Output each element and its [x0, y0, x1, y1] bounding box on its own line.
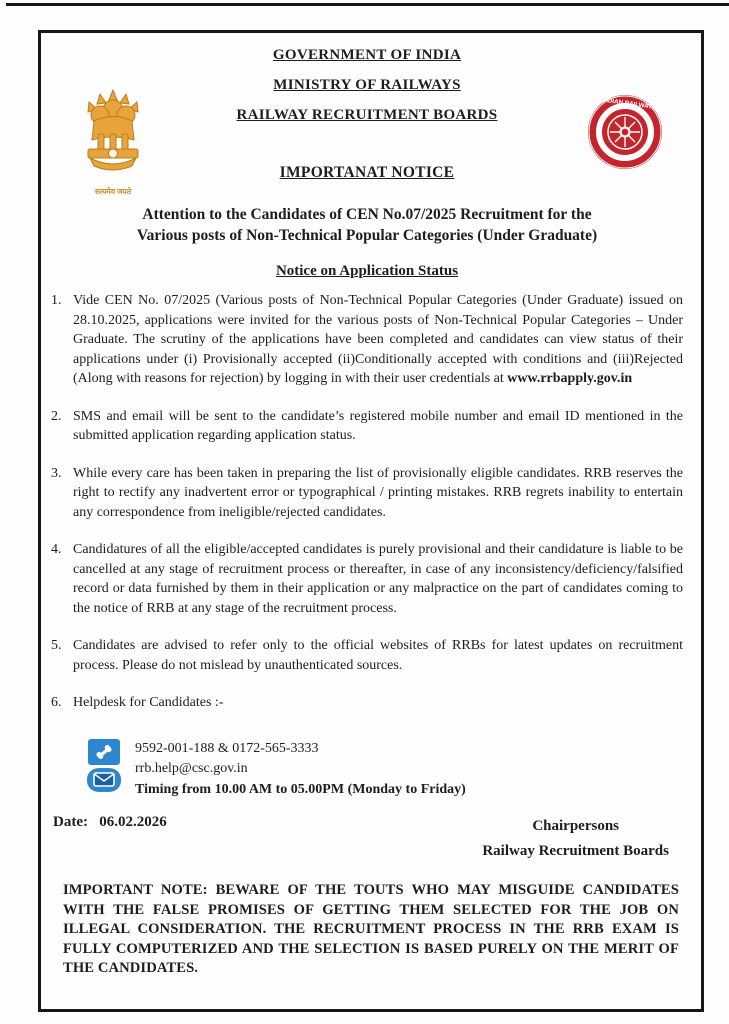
helpdesk-contact-block [87, 739, 683, 801]
signature-block [482, 814, 683, 864]
helpdesk-phone-numbers: 9592-001-188 & 0172-565-3333 [135, 740, 319, 756]
item-number: 3. [51, 465, 62, 481]
attention-heading [51, 204, 683, 246]
apply-website-url: www.rrbapply.gov.in [507, 371, 633, 386]
signature-organization: Railway Recruitment Boards [482, 843, 669, 859]
list-item [51, 291, 683, 389]
date-line [51, 814, 167, 864]
svg-text:INDIAN RAILWAYS: INDIAN RAILWAYS [601, 96, 657, 112]
signature-title: Chairpersons [532, 818, 620, 834]
item-number: 1. [51, 293, 62, 308]
indian-railways-logo-graphic [586, 93, 664, 171]
list-item [51, 540, 683, 618]
helpdesk-icons [87, 739, 121, 792]
list-item [51, 636, 683, 675]
helpdesk-details [135, 739, 466, 801]
phone-icon [88, 739, 120, 765]
attention-heading-line2: Various posts of Non-Technical Popular Categories (Under Graduate) [136, 227, 598, 244]
important-note-paragraph: IMPORTANT NOTE: BEWARE OF THE TOUTS WHO MAY MISGUIDE CANDIDATES WITH THE FALSE PROMISES OF GETTING THEM SELECTED FOR THE JOB ON ILLEGAL CONSIDERATION. THE RECRUITMENT PROCESS IN THE RRB EXAM IS FULLY COMPUTERIZED AND THE SELECTION IS BASED PURELY ON THE MERIT OF THE CANDIDATES. [63, 882, 679, 977]
envelope-icon [87, 768, 121, 792]
attention-heading-line1: Attention to the Candidates of CEN No.07/2025 Recruitment for the [142, 206, 592, 223]
item-text: Helpdesk for Candidates :- [73, 695, 224, 710]
railway-recruitment-boards-heading: RAILWAY RECRUITMENT BOARDS [236, 107, 498, 123]
top-divider-line [6, 3, 729, 6]
item-text-body: Vide CEN No. 07/2025 (Various posts of Non-Technical Popular Categories (Under Graduate) issued on 28.10.2025, applications were invited for the various posts of Non-Technical Popular Categories – Under Graduate. The scrutiny of the applications have been completed and candidates can view status of their applications under (i) Provisionally accepted (ii)Conditionally accepted with conditions and (iii)Rejected (Along with reasons for rejection) by logging in with their user credentials at [73, 293, 683, 386]
notice-item-list [51, 291, 683, 713]
date-value: 06.02.2026 [99, 814, 167, 830]
ashoka-lion-capital-emblem [63, 88, 163, 197]
helpdesk-timing: Timing from 10.00 AM to 05.00PM (Monday to Friday) [135, 781, 466, 797]
item-number: 5. [51, 638, 62, 653]
item-text: SMS and email will be sent to the candidate’s registered mobile number and email ID mentioned in the submitted application regarding application status. [73, 408, 683, 443]
document-border-frame [38, 30, 704, 1012]
list-item [51, 464, 683, 523]
list-item [51, 407, 683, 446]
government-of-india-heading: GOVERNMENT OF INDIA [272, 47, 462, 63]
date-signature-row [51, 814, 683, 864]
item-text: Candidates are advised to refer only to the official websites of RRBs for latest updates on recruitment process. Please do not mislead by unauthenticated sources. [73, 638, 683, 673]
indian-railways-logo [583, 93, 667, 176]
date-label: Date: [53, 814, 88, 830]
helpdesk-email: rrb.help@csc.gov.in [135, 761, 248, 776]
ministry-of-railways-heading: MINISTRY OF RAILWAYS [273, 77, 461, 93]
list-item [51, 693, 683, 713]
important-notice-heading: IMPORTANAT NOTICE [279, 164, 455, 181]
item-number: 4. [51, 542, 62, 557]
emblem-caption: सत्यमेव जयते [94, 187, 132, 196]
item-text: While every care has been taken in preparing the list of provisionally eligible candidates. RRB reserves the right to rectify any inadvertent error or typographical / printing mistakes. RRB regrets inability to entertain any correspondence from ineligible/rejected candidates. [73, 465, 683, 520]
item-number: 2. [51, 408, 62, 424]
item-number: 6. [51, 695, 62, 710]
item-text [73, 291, 683, 389]
item-text: Candidatures of all the eligible/accepted candidates is purely provisional and their candidature is liable to be cancelled at any stage of recruitment process or thereafter, in case of any inconsistency/deficiency/falsified record or data furnished by them in their application or any malpractice on the part of candidates coming to the notice of RRB at any stage of the recruitment process. [73, 542, 683, 616]
section-title-application-status: Notice on Application Status [275, 263, 459, 279]
ashoka-emblem-graphic [76, 88, 150, 184]
